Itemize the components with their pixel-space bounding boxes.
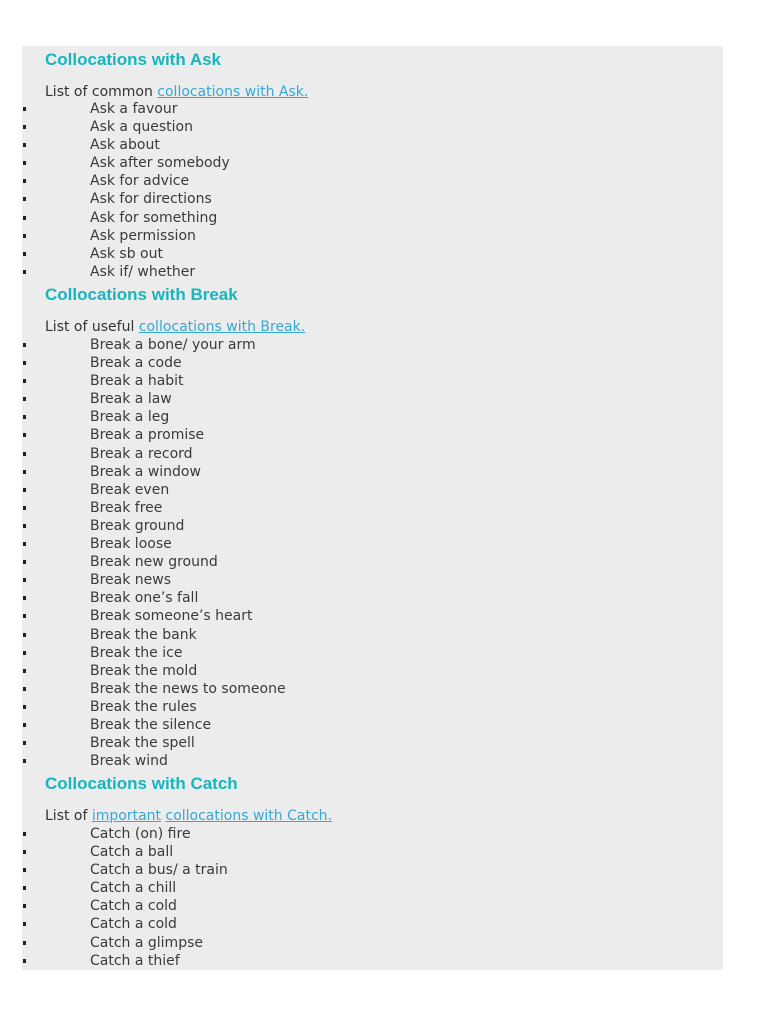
section-intro-ask xyxy=(45,83,308,101)
list-item-text: Ask permission xyxy=(90,227,196,244)
list-item xyxy=(0,843,720,861)
list-item xyxy=(0,861,720,879)
bullet-icon xyxy=(23,560,26,564)
intro-text: List of common xyxy=(45,84,158,100)
list-item xyxy=(0,426,720,444)
list-item-text: Break a code xyxy=(90,355,182,372)
bullet-icon xyxy=(23,669,26,673)
list-item xyxy=(0,463,720,481)
list-item-text: Ask about xyxy=(90,137,160,154)
list-item xyxy=(0,499,720,517)
list-item-text: Break loose xyxy=(90,536,172,553)
section-intro-break xyxy=(45,318,305,336)
list-item xyxy=(0,716,720,734)
bullet-icon xyxy=(23,578,26,582)
list-item xyxy=(0,897,720,915)
bullet-icon xyxy=(23,633,26,637)
bullet-icon xyxy=(23,470,26,474)
list-item xyxy=(0,952,720,970)
list-item-text: Break ground xyxy=(90,517,185,534)
list-item-text: Ask a favour xyxy=(90,101,178,117)
list-item xyxy=(0,118,720,136)
list-item-text: Break a promise xyxy=(90,427,205,444)
intro-text: List of xyxy=(45,808,92,824)
list-item-text: Break new ground xyxy=(90,554,218,571)
bullet-icon xyxy=(23,723,26,727)
list-item-text: Catch a glimpse xyxy=(90,934,203,951)
list-item xyxy=(0,626,720,644)
list-item xyxy=(0,589,720,607)
bullet-icon xyxy=(23,415,26,419)
list-item xyxy=(0,408,720,426)
bullet-icon xyxy=(23,959,26,963)
bullet-icon xyxy=(23,343,26,347)
bullet-icon xyxy=(23,850,26,854)
section-title-ask: Collocations with Ask xyxy=(45,50,222,69)
bullet-icon xyxy=(23,488,26,492)
bullet-icon xyxy=(23,886,26,890)
list-item-text: Ask sb out xyxy=(90,245,163,262)
list-item xyxy=(0,752,720,770)
list-item xyxy=(0,571,720,589)
list-item-text: Break the silence xyxy=(90,716,212,733)
bullet-icon xyxy=(23,904,26,908)
list-item-text: Break someone’s heart xyxy=(90,608,253,625)
section-title-break: Collocations with Break xyxy=(45,285,238,304)
bullet-icon xyxy=(23,179,26,183)
list-item-text: Catch (on) fire xyxy=(90,826,191,842)
list-item xyxy=(0,517,720,535)
list-item-text: Ask for advice xyxy=(90,173,190,190)
list-item xyxy=(0,879,720,897)
list-item xyxy=(0,227,720,245)
section-intro-catch xyxy=(45,807,332,825)
list-item xyxy=(0,607,720,625)
list-item-text: Catch a cold xyxy=(90,898,177,915)
list-item xyxy=(0,535,720,553)
list-item-text: Break the ice xyxy=(90,644,183,661)
bullet-icon xyxy=(23,651,26,655)
list-item xyxy=(0,662,720,680)
list-item xyxy=(0,136,720,154)
list-item xyxy=(0,263,720,281)
list-item xyxy=(0,698,720,716)
list-item xyxy=(0,734,720,752)
list-item-text: Ask for directions xyxy=(90,191,212,208)
list-item-text: Break a leg xyxy=(90,409,170,426)
list-item xyxy=(0,481,720,499)
collocations-break-link[interactable]: collocations with Break. xyxy=(138,319,306,335)
bullet-icon xyxy=(23,506,26,510)
bullet-icon xyxy=(23,941,26,945)
bullet-icon xyxy=(23,687,26,691)
list-item xyxy=(0,245,720,263)
list-item-text: Break the bank xyxy=(90,626,197,643)
bullet-icon xyxy=(23,379,26,383)
list-item-text: Ask for something xyxy=(90,209,218,226)
list-item-text: Catch a chill xyxy=(90,880,177,897)
list-item xyxy=(0,390,720,408)
list-item xyxy=(0,825,720,843)
bullet-icon xyxy=(23,234,26,238)
list-item-text: Break news xyxy=(90,572,172,589)
break-collocation-list xyxy=(0,336,720,770)
bullet-icon xyxy=(23,252,26,256)
list-item-text: Ask if/ whether xyxy=(90,263,196,280)
important-link[interactable]: important xyxy=(91,808,162,824)
bullet-icon xyxy=(23,524,26,528)
list-item-text: Break a window xyxy=(90,463,201,480)
bullet-icon xyxy=(23,705,26,709)
list-item-text: Break a habit xyxy=(90,373,184,390)
list-item-text: Catch a cold xyxy=(90,916,177,933)
list-item-text: Ask after somebody xyxy=(90,155,230,172)
list-item xyxy=(0,190,720,208)
list-item xyxy=(0,372,720,390)
bullet-icon xyxy=(23,161,26,165)
bullet-icon xyxy=(23,832,26,836)
list-item xyxy=(0,100,720,118)
bullet-icon xyxy=(23,107,26,111)
bullet-icon xyxy=(23,433,26,437)
list-item xyxy=(0,172,720,190)
list-item-text: Break a law xyxy=(90,391,172,408)
bullet-icon xyxy=(23,868,26,872)
bullet-icon xyxy=(23,596,26,600)
list-item-text: Break the news to someone xyxy=(90,680,286,697)
list-item xyxy=(0,553,720,571)
bullet-icon xyxy=(23,270,26,274)
bullet-icon xyxy=(23,452,26,456)
list-item-text: Break the spell xyxy=(90,735,195,752)
intro-text: List of useful xyxy=(45,319,139,335)
bullet-icon xyxy=(23,197,26,201)
list-item-text: Break a bone/ your arm xyxy=(90,337,256,353)
list-item-text: Break one’s fall xyxy=(90,590,199,607)
list-item-text: Break a record xyxy=(90,445,193,462)
list-item xyxy=(0,445,720,463)
bullet-icon xyxy=(23,542,26,546)
ask-collocation-list xyxy=(0,100,720,281)
list-item-text: Break wind xyxy=(90,753,168,770)
bullet-icon xyxy=(23,614,26,618)
bullet-icon xyxy=(23,143,26,147)
list-item-text: Ask a question xyxy=(90,119,193,136)
catch-collocation-list xyxy=(0,825,720,970)
list-item xyxy=(0,915,720,933)
collocations-catch-link[interactable]: collocations with Catch. xyxy=(165,808,332,824)
bullet-icon xyxy=(23,741,26,745)
bullet-icon xyxy=(23,125,26,129)
bullet-icon xyxy=(23,759,26,763)
list-item-text: Break free xyxy=(90,499,163,516)
collocations-ask-link[interactable]: collocations with Ask. xyxy=(157,84,309,100)
list-item xyxy=(0,336,720,354)
section-title-catch: Collocations with Catch xyxy=(45,774,238,793)
list-item xyxy=(0,680,720,698)
bullet-icon xyxy=(23,216,26,220)
list-item-text: Break even xyxy=(90,481,170,498)
list-item-text: Catch a ball xyxy=(90,844,174,861)
bullet-icon xyxy=(23,922,26,926)
list-item xyxy=(0,354,720,372)
list-item xyxy=(0,934,720,952)
list-item-text: Break the mold xyxy=(90,662,198,679)
list-item-text: Catch a thief xyxy=(90,952,180,969)
list-item xyxy=(0,644,720,662)
bullet-icon xyxy=(23,361,26,365)
list-item-text: Catch a bus/ a train xyxy=(90,862,228,879)
bullet-icon xyxy=(23,397,26,401)
list-item xyxy=(0,154,720,172)
list-item xyxy=(0,209,720,227)
list-item-text: Break the rules xyxy=(90,698,197,715)
